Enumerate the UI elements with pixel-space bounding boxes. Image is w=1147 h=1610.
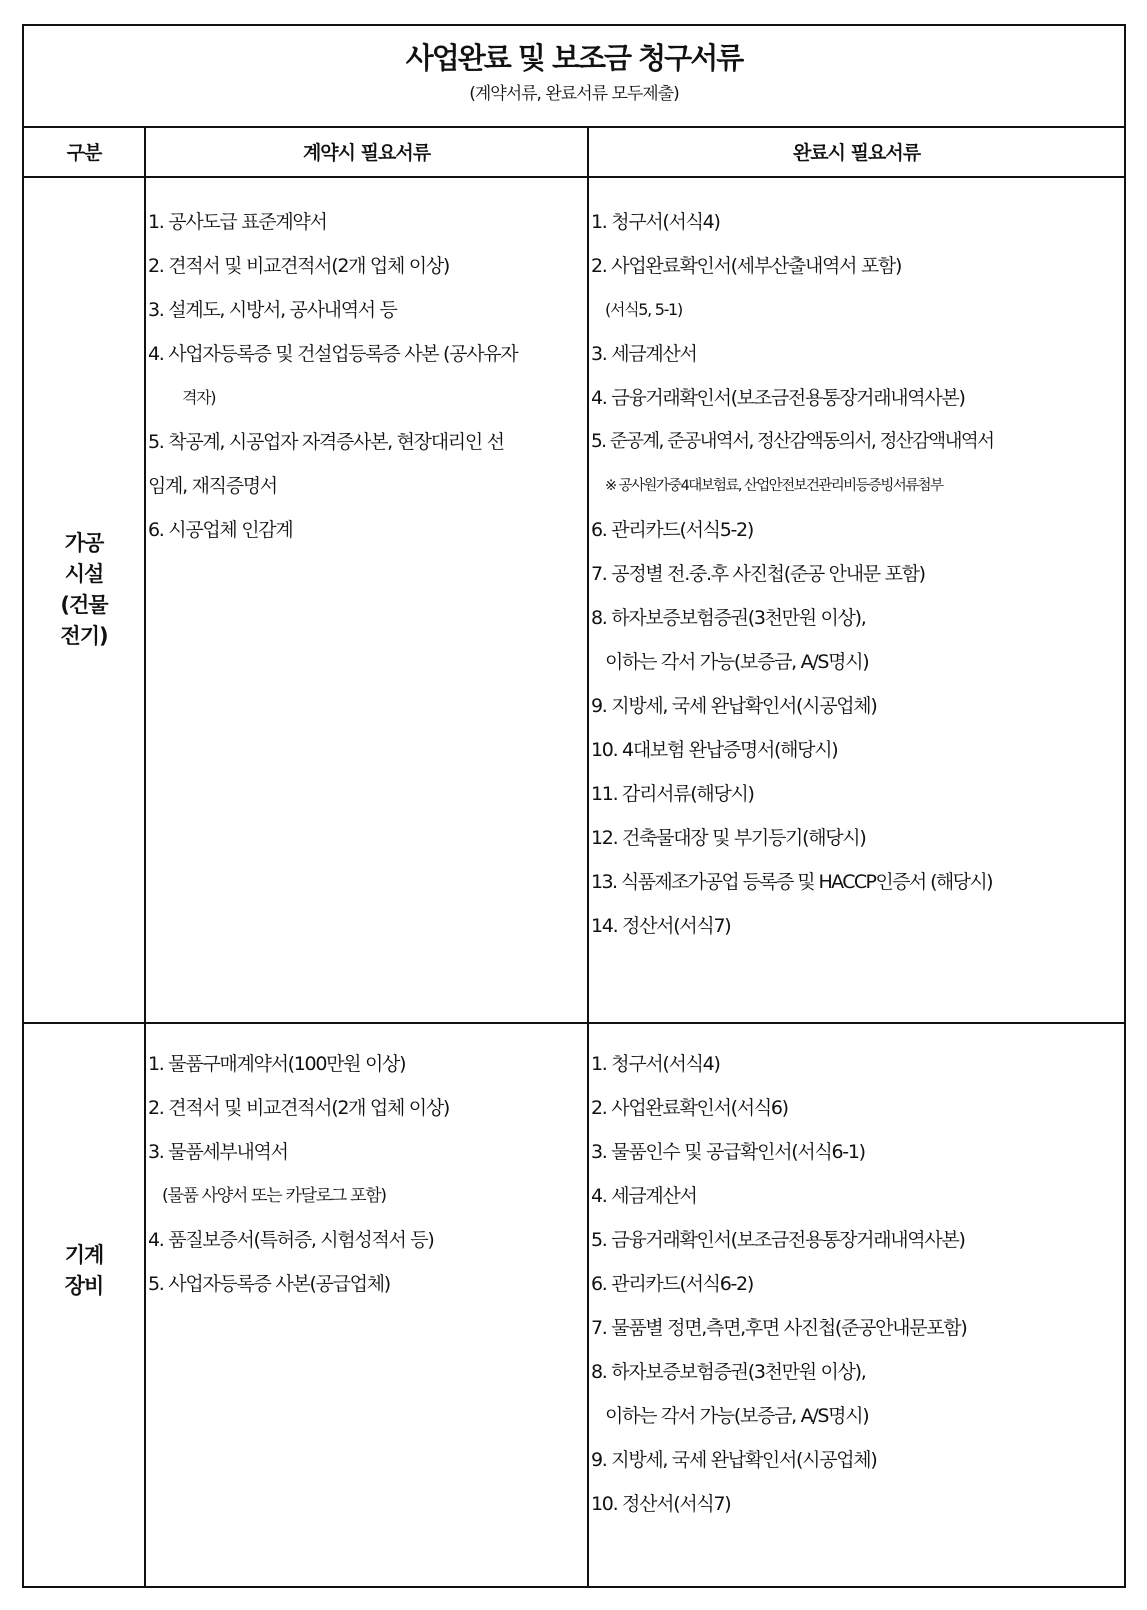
column-divider xyxy=(587,126,589,1586)
list-item: 2. 사업완료확인서(서식6) xyxy=(591,1097,788,1119)
list-item: 9. 지방세, 국세 완납확인서(시공업체) xyxy=(591,695,877,717)
category-line: 장비 xyxy=(64,1274,104,1298)
list-item: 5. 금융거래확인서(보조금전용통장거래내역사본) xyxy=(591,1229,965,1251)
list-item: 3. 물품인수 및 공급확인서(서식6-1) xyxy=(591,1141,865,1163)
list-item-continued: (서식5, 5-1) xyxy=(605,300,682,319)
list-item-continued: 이하는 각서 가능(보증금, A/S명시) xyxy=(605,651,869,673)
list-item: 5. 사업자등록증 사본(공급업체) xyxy=(148,1273,390,1295)
list-item: 2. 견적서 및 비교견적서(2개 업체 이상) xyxy=(148,255,449,277)
list-item: 6. 관리카드(서식5-2) xyxy=(591,519,753,541)
list-item: 8. 하자보증보험증권(3천만원 이상), xyxy=(591,1361,866,1383)
list-item: 2. 견적서 및 비교견적서(2개 업체 이상) xyxy=(148,1097,449,1119)
list-item-note: ※ 공사원가중4대보험료, 산업안전보건관리비등증빙서류첨부 xyxy=(605,478,943,494)
list-item: 10. 4대보험 완납증명서(해당시) xyxy=(591,739,838,761)
list-item-continued: 격자) xyxy=(182,388,216,407)
title-box xyxy=(24,26,1124,128)
list-item: 9. 지방세, 국세 완납확인서(시공업체) xyxy=(591,1449,877,1471)
category-line: 기계 xyxy=(64,1243,104,1267)
list-item: 7. 공정별 전.중.후 사진첩(준공 안내문 포함) xyxy=(591,563,925,585)
list-item: 3. 물품세부내역서 xyxy=(148,1141,288,1163)
list-item: 3. 세금계산서 xyxy=(591,343,697,365)
category-machinery-equipment xyxy=(24,1240,144,1302)
list-item: 12. 건축물대장 및 부기등기(해당시) xyxy=(591,827,866,849)
list-item: 6. 시공업체 인감계 xyxy=(148,519,293,541)
header-contract-docs: 계약시 필요서류 xyxy=(146,126,587,178)
list-item-continued: 임계, 재직증명서 xyxy=(148,475,277,497)
list-item: 1. 청구서(서식4) xyxy=(591,211,720,233)
list-item: 4. 세금계산서 xyxy=(591,1185,697,1207)
list-item: 3. 설계도, 시방서, 공사내역서 등 xyxy=(148,299,397,321)
contract-docs-machinery xyxy=(148,1042,449,1306)
column-divider xyxy=(144,126,146,1586)
category-processing-facility xyxy=(24,528,144,652)
list-item: 1. 청구서(서식4) xyxy=(591,1053,720,1075)
list-item: 11. 감리서류(해당시) xyxy=(591,783,754,805)
list-item: 5. 준공계, 준공내역서, 정산감액동의서, 정산감액내역서 xyxy=(591,431,994,452)
document-title: 사업완료 및 보조금 청구서류 xyxy=(405,41,743,75)
list-item: 14. 정산서(서식7) xyxy=(591,915,731,937)
header-category: 구분 xyxy=(24,126,144,178)
completion-docs-facility xyxy=(591,200,993,948)
document-table xyxy=(22,24,1126,1588)
list-item: 4. 사업자등록증 및 건설업등록증 사본 (공사유자 xyxy=(148,343,518,365)
category-line: (건물 xyxy=(60,593,108,617)
row-divider xyxy=(24,1022,1124,1024)
category-line: 시설 xyxy=(64,562,104,586)
list-item: 2. 사업완료확인서(세부산출내역서 포함) xyxy=(591,255,902,277)
document-subtitle: (계약서류, 완료서류 모두제출) xyxy=(469,84,679,104)
list-item: 10. 정산서(서식7) xyxy=(591,1493,731,1515)
list-item: 6. 관리카드(서식6-2) xyxy=(591,1273,753,1295)
list-item-continued: 이하는 각서 가능(보증금, A/S명시) xyxy=(605,1405,869,1427)
category-line: 전기) xyxy=(60,624,108,648)
list-item: 7. 물품별 정면,측면,후면 사진첩(준공안내문포함) xyxy=(591,1317,967,1339)
list-item: 13. 식품제조가공업 등록증 및 HACCP인증서 (해당시) xyxy=(591,871,992,893)
header-completion-docs: 완료시 필요서류 xyxy=(589,126,1124,178)
list-item: 1. 공사도급 표준계약서 xyxy=(148,211,327,233)
list-item-continued: (물품 사양서 또는 카달로그 포함) xyxy=(162,1186,386,1206)
list-item: 5. 착공계, 시공업자 자격증사본, 현장대리인 선 xyxy=(148,431,504,453)
list-item: 8. 하자보증보험증권(3천만원 이상), xyxy=(591,607,866,629)
contract-docs-facility xyxy=(148,200,517,552)
completion-docs-machinery xyxy=(591,1042,966,1526)
list-item: 1. 물품구매계약서(100만원 이상) xyxy=(148,1053,406,1075)
category-line: 가공 xyxy=(64,531,104,555)
list-item: 4. 품질보증서(특허증, 시험성적서 등) xyxy=(148,1229,434,1251)
list-item: 4. 금융거래확인서(보조금전용통장거래내역사본) xyxy=(591,387,965,409)
